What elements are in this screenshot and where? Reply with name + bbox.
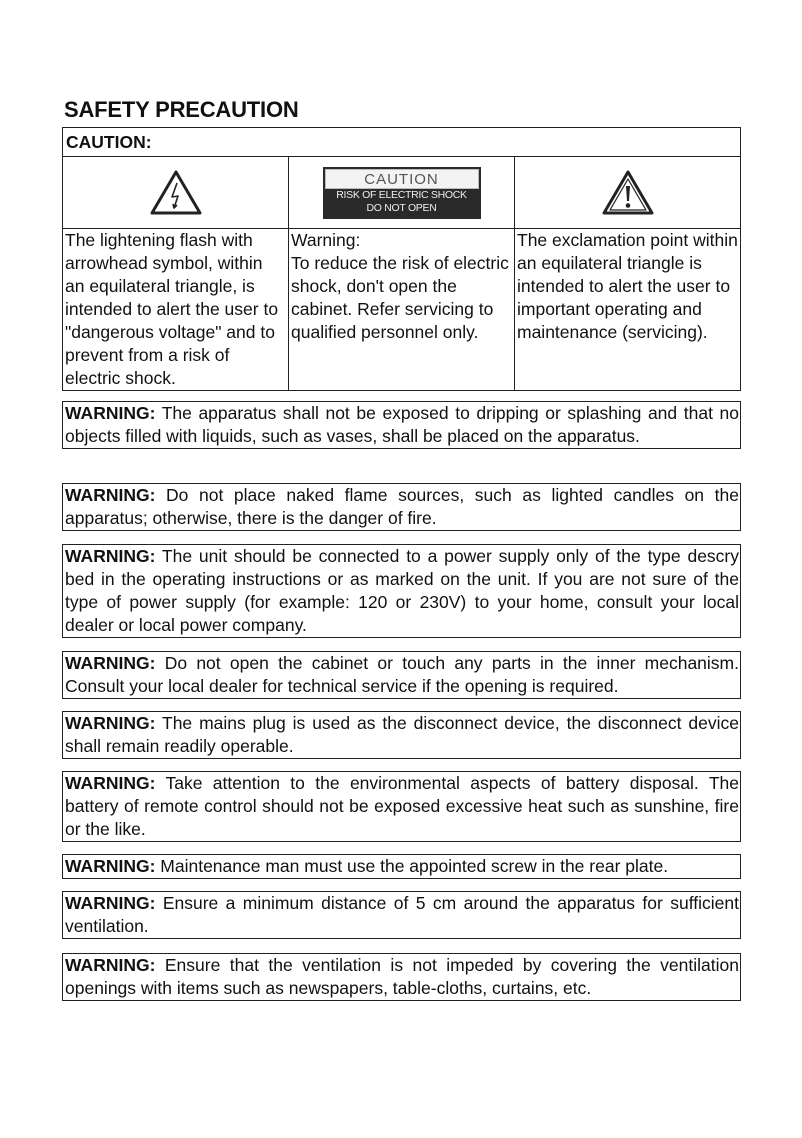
warning-text: Do not open the cabinet or touch any parts in the inner mechanism. Consult your local dealer for technical service if the opening is required.: [65, 653, 739, 696]
warning-text: Ensure that the ventilation is not impeded by covering the ventilation openings with items such as newspapers, table-cloths, curtains, etc.: [65, 955, 739, 998]
lightning-triangle-icon: [149, 169, 203, 217]
exclamation-triangle-icon: [601, 169, 655, 217]
warning-label: WARNING:: [65, 773, 156, 793]
warning-text: The unit should be connected to a power supply only of the type descry bed in the operating instructions or as marked on the unit. If you are not sure of the type of power supply (for example: 120 or 230V) to your home, consult your local dealer or local power company.: [65, 546, 740, 635]
warning-label: WARNING:: [65, 653, 156, 673]
warning-box: [62, 544, 741, 638]
caution-text-row: [63, 229, 740, 390]
caution-col3-text: The exclamation point within an equilateral triangle is intended to alert the user to important operating and maintenance (servicing).: [517, 230, 738, 342]
warning-label: WARNING:: [65, 485, 156, 505]
warning-label: WARNING:: [65, 403, 156, 423]
caution-label-top: CAUTION: [325, 169, 479, 189]
warning-box: [62, 771, 741, 842]
caution-label-line2: DO NOT OPEN: [366, 201, 437, 214]
warning-box: [62, 891, 741, 939]
caution-icon-row: [63, 157, 740, 229]
caution-col1-text: The lightening flash with arrowhead symbol, within an equilateral triangle, is intended to alert the user to "dangerous voltage" and to prevent from a risk of electric shock.: [63, 229, 289, 390]
warning-box: [62, 651, 741, 699]
warning-label: WARNING:: [65, 893, 156, 913]
warning-text: Do not place naked flame sources, such as lighted candles on the apparatus; otherwise, there is the danger of fire.: [65, 485, 739, 528]
caution-col2-title: Warning:: [291, 230, 361, 250]
warning-label: WARNING:: [65, 856, 156, 876]
warning-label: WARNING:: [65, 546, 156, 566]
caution-col2-text: To reduce the risk of electric shock, don't open the cabinet. Refer servicing to qualified personnel only.: [291, 253, 509, 342]
caution-label-line1: RISK OF ELECTRIC SHOCK: [336, 188, 467, 201]
page-title: SAFETY PRECAUTION: [64, 97, 299, 122]
warning-box: [62, 483, 741, 531]
warning-text: Take attention to the environmental aspects of battery disposal. The battery of remote control should not be exposed excessive heat such as sunshine, fire or the like.: [65, 773, 740, 839]
caution-table: [62, 127, 741, 391]
warning-text: The mains plug is used as the disconnect device, the disconnect device shall remain readily operable.: [65, 713, 739, 756]
warning-text: Ensure a minimum distance of 5 cm around the apparatus for sufficient ventilation.: [65, 893, 739, 936]
warning-label: WARNING:: [65, 955, 156, 975]
caution-heading: CAUTION:: [63, 128, 740, 157]
warning-text: The apparatus shall not be exposed to dripping or splashing and that no objects filled with liquids, such as vases, shall be placed on the apparatus.: [65, 403, 739, 446]
warning-box: [62, 953, 741, 1001]
warning-text: Maintenance man must use the appointed screw in the rear plate.: [160, 856, 669, 876]
warning-label: WARNING:: [65, 713, 156, 733]
warning-box: [62, 711, 741, 759]
caution-label: [323, 167, 481, 219]
warning-box: [62, 401, 741, 449]
warning-box: [62, 854, 741, 879]
